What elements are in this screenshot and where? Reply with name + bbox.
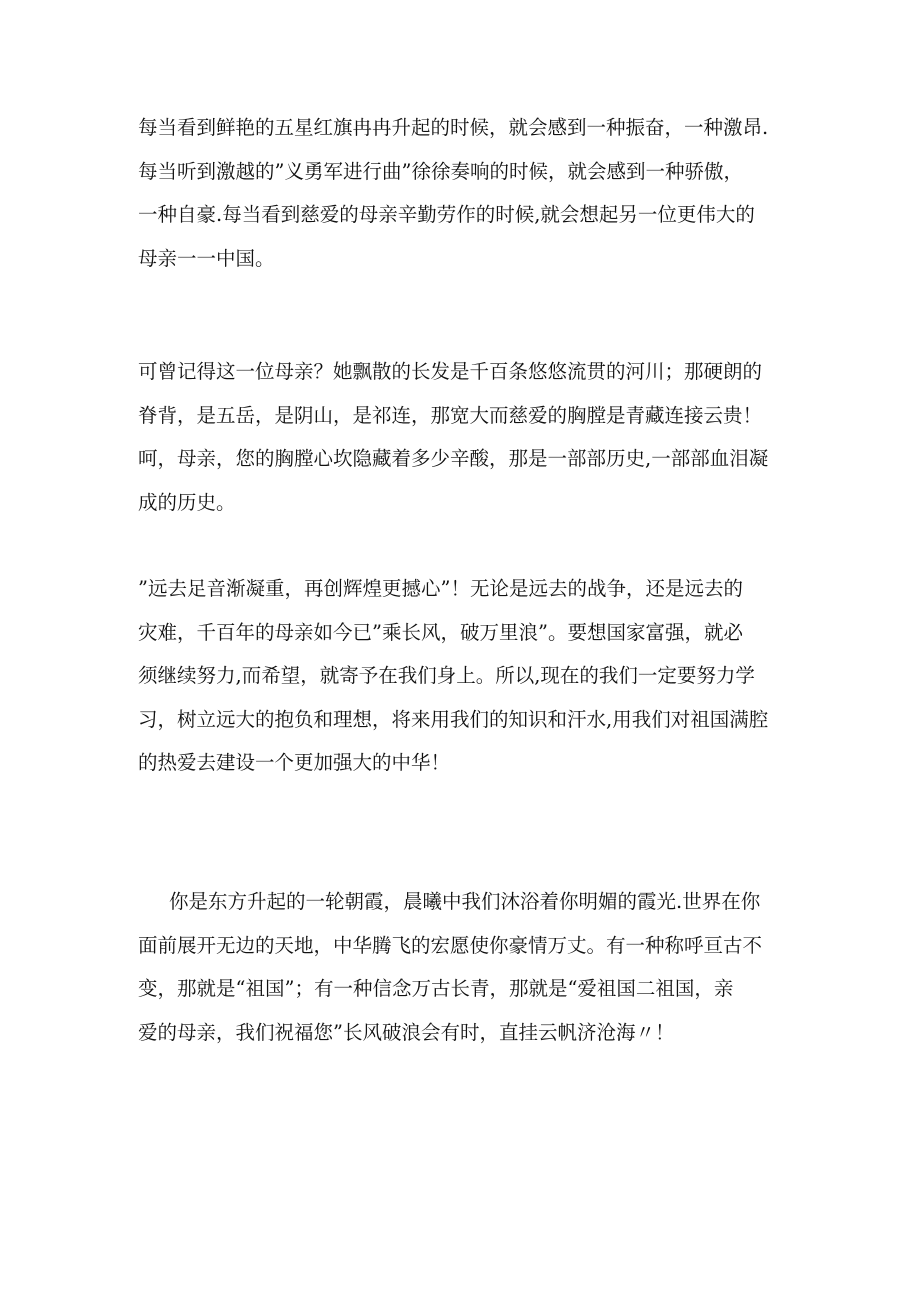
paragraph-line: 脊背，是五岳，是阴山，是祁连，那宽大而慈爱的胸膛是青藏连接云贵！ bbox=[138, 403, 763, 427]
paragraph-line: 一种自豪.每当看到慈爱的母亲辛勤劳作的时候,就会想起另一位更伟大的 bbox=[138, 203, 755, 226]
paragraph-4 bbox=[138, 880, 788, 1054]
paragraph-line: 灾难，千百年的母亲如今已”乘长风，破万里浪”。要想国家富强，就必 bbox=[138, 620, 743, 644]
paragraph-line: 须继续努力,而希望，就寄予在我们身上。所以,现在的我们一定要努力学 bbox=[138, 664, 755, 687]
paragraph-line: 可曾记得这一位母亲？她飘散的长发是千百条悠悠流贯的河川；那硬朗的 bbox=[138, 360, 763, 383]
paragraph-3 bbox=[138, 567, 788, 785]
paragraph-line: 每当看到鲜艳的五星红旗冉冉升起的时候，就会感到一种振奋，一种激昂. bbox=[138, 116, 769, 139]
paragraph-line: 每当听到激越的”义勇军进行曲”徐徐奏响的时候，就会感到一种骄傲， bbox=[138, 159, 743, 183]
paragraph-2 bbox=[138, 350, 788, 524]
paragraph-line: 你是东方升起的一轮朝霞，晨曦中我们沐浴着你明媚的霞光.世界在你 bbox=[169, 890, 761, 913]
paragraph-1 bbox=[138, 106, 788, 280]
paragraph-line: 面前展开无边的天地，中华腾飞的宏愿使你豪情万丈。有一种称呼亘古不 bbox=[138, 933, 763, 957]
paragraph-line: 习，树立远大的抱负和理想，将来用我们的知识和汗水,用我们对祖国满腔 bbox=[138, 707, 769, 731]
paragraph-line: ”远去足音渐凝重，再创辉煌更撼心”！无论是远去的战争，还是远去的 bbox=[138, 577, 743, 600]
paragraph-line: 成的历史。 bbox=[138, 490, 236, 514]
paragraph-line: 的热爱去建设一个更加强大的中华！ bbox=[138, 751, 451, 774]
paragraph-line: 爱的母亲，我们祝福您”长风破浪会有时，直挂云帆济沧海〃！ bbox=[138, 1020, 675, 1044]
paragraph-line: 母亲一一中国。 bbox=[138, 246, 275, 270]
paragraph-line: 呵，母亲，您的胸膛心坎隐藏着多少辛酸，那是一部部历史,一部部血泪凝 bbox=[138, 447, 769, 470]
paragraph-line: 变，那就是“祖国”；有一种信念万古长青，那就是“爱祖国二祖国，亲 bbox=[138, 977, 734, 1000]
